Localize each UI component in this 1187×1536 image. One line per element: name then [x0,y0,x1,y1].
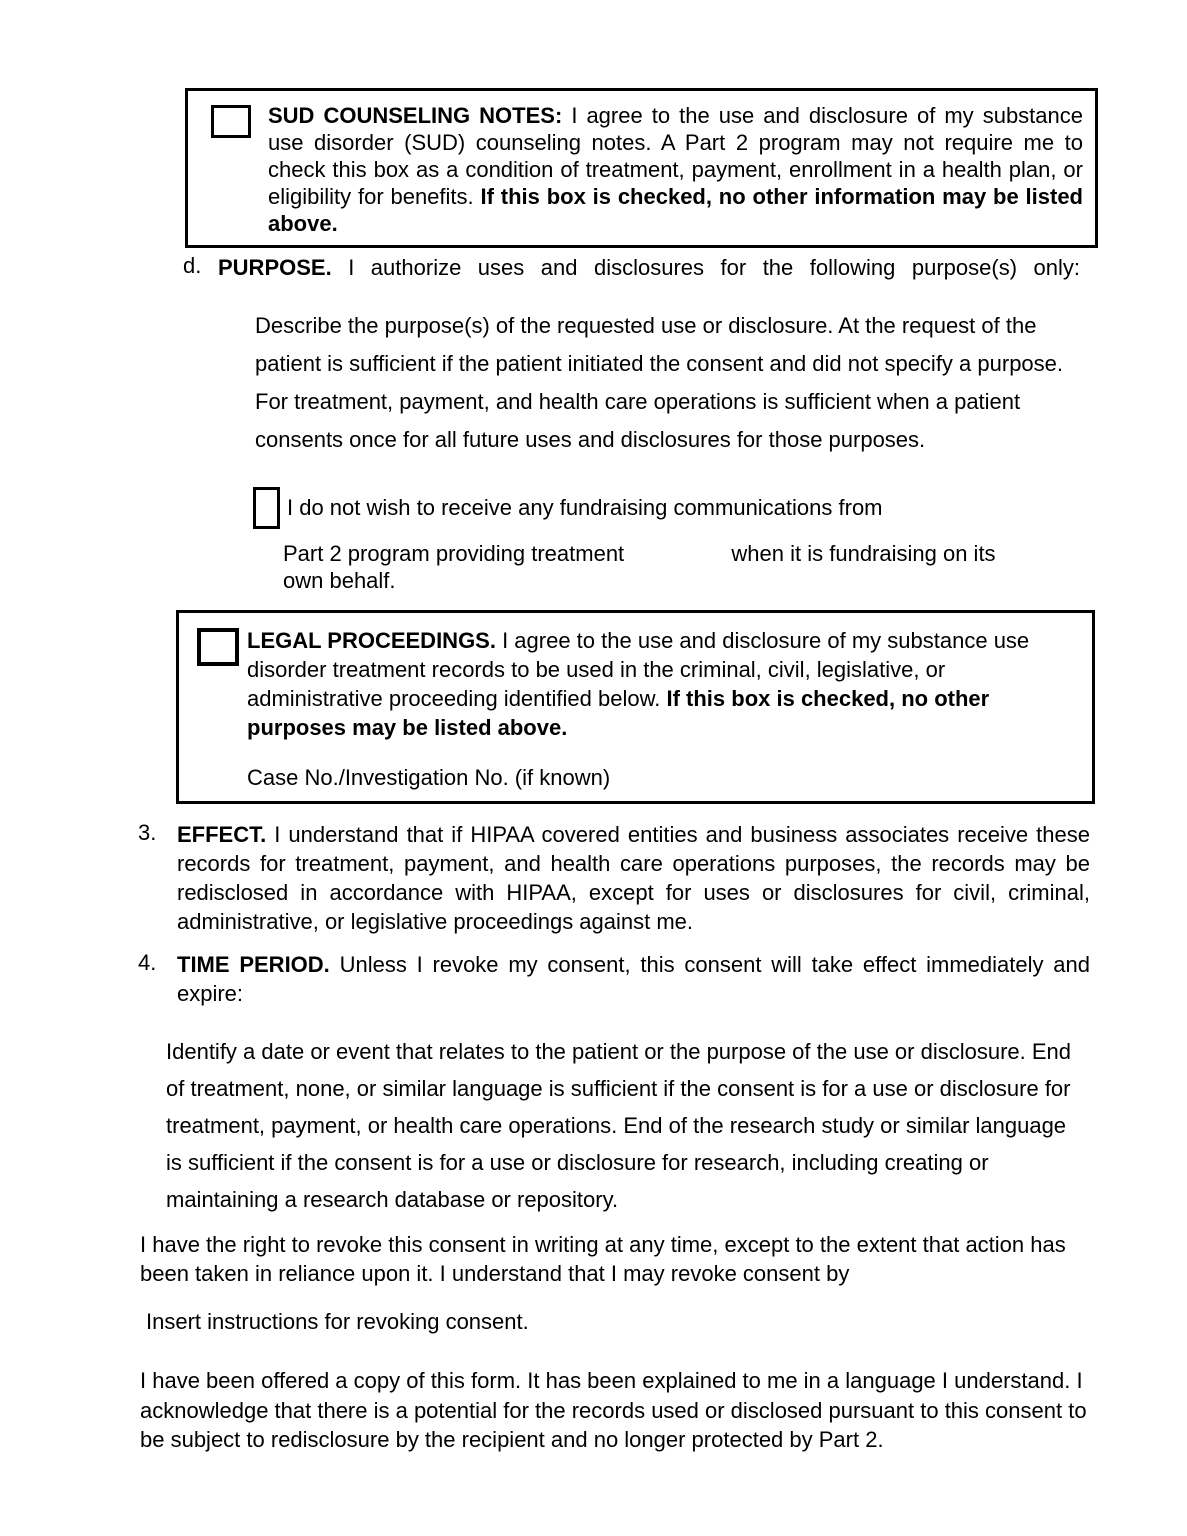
legal-proceedings-checkbox[interactable] [197,628,239,666]
effect-item [138,820,1090,936]
fundraising-section [253,487,1083,594]
purpose-number: d. [183,253,202,278]
case-number-label: Case No./Investigation No. (if known) [247,765,611,790]
sud-notes-text: SUD COUNSELING NOTES: I agree to the use and disclosure of my substance use disorder (SUD) counseling notes. A Part 2 program may not require me to check this box as a condition of treatment, payment, enrollment in a health plan, or eligibility for benefits. If this box is checked, no other information may be listed above. [268,103,1083,236]
time-period-number: 4. [138,950,157,975]
fundraising-line3: own behalf. [283,568,396,593]
fundraising-checkbox[interactable] [253,487,280,529]
time-period-instructions: Identify a date or event that relates to the patient or the purpose of the use or disclosure. End of treatment, none, or similar language is sufficient if the consent is for a use or disclosure for treatment, payment, or health care operations. End of the research study or similar language is sufficient if the consent is for a use or disclosure for research, including creating or maintaining a research database or repository. [166,1039,1072,1212]
time-period-text: TIME PERIOD. Unless I revoke my consent, this consent will take effect immediately and expire: [177,952,1090,1006]
purpose-text: PURPOSE. I authorize uses and disclosures for the following purpose(s) only: [218,255,1080,280]
acknowledgement-paragraph: I have been offered a copy of this form. It has been explained to me in a language I understand. I acknowledge that there is a potential for the records used or disclosed pursuant to this consent to be subject to redisclosure by the recipient and no longer protected by Part 2. [140,1368,1087,1452]
revoke-rights-paragraph: I have the right to revoke this consent in writing at any time, except to the extent that action has been taken in reliance upon it. I understand that I may revoke consent by [140,1232,1066,1286]
time-period-item [138,950,1090,1008]
effect-number: 3. [138,820,157,845]
purpose-instructions: Describe the purpose(s) of the requested use or disclosure. At the request of the patient is sufficient if the patient initiated the consent and did not specify a purpose. For treatment, payment, and health care operations is sufficient when a patient consents once for all future uses and disclosures for those purposes. [255,313,1064,452]
sud-notes-checkbox[interactable] [211,105,251,138]
legal-proceedings-text: LEGAL PROCEEDINGS. I agree to the use and disclosure of my substance use disorder treatment records to be used in the criminal, civil, legislative, or administrative proceeding identified below. If this box is checked, no other purposes may be listed above. [247,628,1030,740]
revoke-instructions-placeholder: Insert instructions for revoking consent. [146,1309,529,1334]
effect-text: EFFECT. I understand that if HIPAA covered entities and business associates receive these records for treatment, payment, and health care operations purposes, the records may be redisclosed in accordance with HIPAA, except for uses or disclosures for civil, criminal, administrative, or legislative proceedings against me. [177,822,1090,934]
fundraising-line2 [283,540,1083,567]
fundraising-program-text: Part 2 program providing treatment [283,541,625,566]
fundraising-when-text: when it is fundraising on its [731,541,996,566]
purpose-item [183,253,1080,282]
sud-notes-section [185,88,1098,248]
fundraising-optout-row [253,487,1083,529]
fundraising-statement: I do not wish to receive any fundraising communications from [287,495,883,520]
legal-proceedings-section [176,610,1095,804]
